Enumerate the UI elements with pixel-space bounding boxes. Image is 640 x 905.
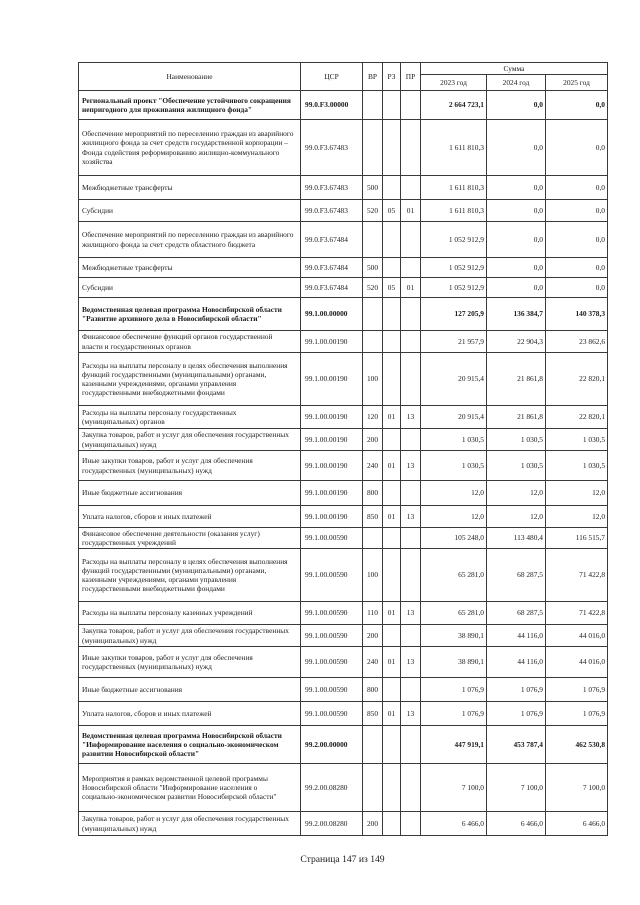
header-year-2025: 2025 год — [546, 75, 608, 91]
cell-name: Иные бюджетные ассигнования — [79, 678, 301, 702]
cell-name: Мероприятия в рамках ведомственной целевой программы Новосибирской области "Информирование населения о социально-экономическом развитии Новосибирской области" — [79, 764, 301, 812]
table-row — [79, 353, 608, 406]
header-csr: ЦСР — [301, 63, 363, 91]
cell-pr — [401, 549, 421, 602]
cell-csr: 99.1.00.00190 — [301, 451, 363, 481]
cell-pr: 13 — [401, 406, 421, 429]
cell-sum-2025: 44 016,0 — [546, 647, 608, 678]
cell-rz — [383, 812, 401, 836]
cell-csr: 99.1.00.00590 — [301, 528, 363, 549]
cell-rz: 05 — [383, 200, 401, 222]
cell-sum-2025: 140 378,3 — [546, 298, 608, 331]
cell-pr: 13 — [401, 451, 421, 481]
cell-rz — [383, 549, 401, 602]
cell-sum-2024: 6 466,0 — [487, 812, 546, 836]
cell-name: Закупка товаров, работ и услуг для обеспечения государственных (муниципальных) нужд — [79, 625, 301, 647]
cell-vr: 850 — [363, 506, 383, 528]
cell-csr: 99.1.00.00590 — [301, 602, 363, 625]
cell-sum-2025: 12,0 — [546, 506, 608, 528]
cell-sum-2025: 1 076,9 — [546, 702, 608, 726]
table-row — [79, 451, 608, 481]
cell-sum-2024: 68 287,5 — [487, 549, 546, 602]
cell-sum-2023: 447 919,1 — [421, 726, 487, 764]
cell-sum-2024: 1 076,9 — [487, 702, 546, 726]
cell-sum-2023: 1 052 912,9 — [421, 222, 487, 258]
cell-pr — [401, 120, 421, 176]
cell-pr — [401, 222, 421, 258]
cell-csr: 99.2.00.08280 — [301, 764, 363, 812]
cell-vr: 850 — [363, 702, 383, 726]
cell-sum-2024: 12,0 — [487, 506, 546, 528]
cell-vr: 100 — [363, 549, 383, 602]
cell-sum-2023: 21 957,9 — [421, 331, 487, 353]
table-row — [79, 176, 608, 200]
cell-name: Региональный проект "Обеспечение устойчивого сокращения непригодного для проживания жилищного фонда" — [79, 91, 301, 120]
cell-sum-2025: 0,0 — [546, 91, 608, 120]
cell-sum-2023: 1 611 810,3 — [421, 120, 487, 176]
table-row — [79, 298, 608, 331]
cell-rz — [383, 222, 401, 258]
page-number: Страница 147 из 149 — [300, 854, 385, 865]
cell-pr — [401, 726, 421, 764]
cell-sum-2025: 22 820,1 — [546, 353, 608, 406]
cell-rz — [383, 298, 401, 331]
cell-sum-2025: 0,0 — [546, 200, 608, 222]
cell-sum-2024: 44 116,0 — [487, 625, 546, 647]
cell-sum-2024: 0,0 — [487, 258, 546, 278]
cell-rz: 01 — [383, 602, 401, 625]
cell-csr: 99.1.00.00190 — [301, 406, 363, 429]
cell-vr: 100 — [363, 353, 383, 406]
cell-pr — [401, 764, 421, 812]
cell-name: Субсидии — [79, 278, 301, 298]
cell-rz — [383, 331, 401, 353]
cell-pr — [401, 429, 421, 451]
cell-name: Расходы на выплаты персоналу в целях обеспечения выполнения функций государственными (муниципальными) органами, казенными учреждениями, органами управления государственными внебюджетными фондами — [79, 549, 301, 602]
cell-sum-2023: 105 248,0 — [421, 528, 487, 549]
cell-rz: 01 — [383, 506, 401, 528]
cell-sum-2023: 1 030,5 — [421, 429, 487, 451]
cell-name: Расходы на выплаты персоналу в целях обеспечения выполнения функций государственными (муниципальными) органами, казенными учреждениями, органами управления государственными внебюджетными фондами — [79, 353, 301, 406]
cell-sum-2023: 6 466,0 — [421, 812, 487, 836]
cell-sum-2023: 20 915,4 — [421, 353, 487, 406]
cell-rz: 01 — [383, 451, 401, 481]
cell-sum-2023: 2 664 723,1 — [421, 91, 487, 120]
cell-name: Финансовое обеспечение функций органов государственной власти и государственных органов — [79, 331, 301, 353]
header-sum: Сумма — [421, 63, 608, 75]
table-header — [79, 63, 608, 91]
cell-rz — [383, 91, 401, 120]
cell-pr: 13 — [401, 602, 421, 625]
table-row — [79, 647, 608, 678]
cell-vr — [363, 726, 383, 764]
cell-sum-2023: 1 076,9 — [421, 678, 487, 702]
cell-name: Обеспечение мероприятий по переселению граждан из аварийного жилищного фонда за счет средств государственной корпорации – Фонда содействия реформированию жилищно-коммунального хозяйства — [79, 120, 301, 176]
cell-csr: 99.0.F3.00000 — [301, 91, 363, 120]
cell-sum-2023: 7 100,0 — [421, 764, 487, 812]
cell-sum-2025: 0,0 — [546, 278, 608, 298]
cell-sum-2025: 6 466,0 — [546, 812, 608, 836]
cell-pr — [401, 176, 421, 200]
cell-vr: 500 — [363, 258, 383, 278]
table-body — [79, 91, 608, 836]
cell-pr — [401, 678, 421, 702]
cell-name: Межбюджетные трансферты — [79, 176, 301, 200]
table-row — [79, 258, 608, 278]
cell-vr: 200 — [363, 812, 383, 836]
cell-sum-2025: 22 820,1 — [546, 406, 608, 429]
cell-csr: 99.0.F3.67483 — [301, 120, 363, 176]
cell-sum-2024: 0,0 — [487, 278, 546, 298]
cell-vr: 800 — [363, 481, 383, 506]
cell-sum-2023: 1 030,5 — [421, 451, 487, 481]
table-row — [79, 406, 608, 429]
table-row — [79, 331, 608, 353]
cell-rz — [383, 678, 401, 702]
cell-sum-2023: 1 611 810,3 — [421, 176, 487, 200]
table-row — [79, 506, 608, 528]
cell-name: Межбюджетные трансферты — [79, 258, 301, 278]
header-vr: ВР — [363, 63, 383, 91]
cell-sum-2024: 1 030,5 — [487, 429, 546, 451]
cell-sum-2023: 12,0 — [421, 506, 487, 528]
cell-name: Закупка товаров, работ и услуг для обеспечения государственных (муниципальных) нужд — [79, 429, 301, 451]
cell-vr — [363, 91, 383, 120]
cell-csr: 99.1.00.00190 — [301, 481, 363, 506]
header-year-2023: 2023 год — [421, 75, 487, 91]
cell-sum-2024: 1 030,5 — [487, 451, 546, 481]
cell-rz — [383, 120, 401, 176]
header-row-top — [79, 63, 608, 75]
cell-csr: 99.1.00.00000 — [301, 298, 363, 331]
cell-name: Ведомственная целевая программа Новосибирской области "Информирование населения о социально-экономическом развитии Новосибирской области" — [79, 726, 301, 764]
header-pr: ПР — [401, 63, 421, 91]
cell-pr: 01 — [401, 200, 421, 222]
cell-name: Ведомственная целевая программа Новосибирской области "Развитие архивного дела в Новосибирской области" — [79, 298, 301, 331]
table-row — [79, 726, 608, 764]
table-row — [79, 764, 608, 812]
cell-name: Расходы на выплаты персоналу казенных учреждений — [79, 602, 301, 625]
cell-csr: 99.1.00.00190 — [301, 429, 363, 451]
cell-vr: 520 — [363, 200, 383, 222]
cell-rz: 01 — [383, 702, 401, 726]
cell-sum-2025: 462 530,8 — [546, 726, 608, 764]
cell-pr: 13 — [401, 506, 421, 528]
cell-vr: 500 — [363, 176, 383, 200]
cell-sum-2023: 38 890,1 — [421, 647, 487, 678]
cell-sum-2023: 1 052 912,9 — [421, 258, 487, 278]
cell-rz — [383, 764, 401, 812]
cell-pr — [401, 528, 421, 549]
cell-sum-2025: 44 016,0 — [546, 625, 608, 647]
table-row — [79, 702, 608, 726]
cell-csr: 99.1.00.00590 — [301, 647, 363, 678]
cell-name: Иные закупки товаров, работ и услуг для обеспечения государственных (муниципальных) нужд — [79, 451, 301, 481]
cell-sum-2023: 1 052 912,9 — [421, 278, 487, 298]
cell-csr: 99.1.00.00190 — [301, 506, 363, 528]
table-row — [79, 429, 608, 451]
cell-name: Расходы на выплаты персоналу государственных (муниципальных) органов — [79, 406, 301, 429]
cell-sum-2025: 0,0 — [546, 258, 608, 278]
cell-sum-2024: 7 100,0 — [487, 764, 546, 812]
cell-sum-2025: 0,0 — [546, 222, 608, 258]
cell-name: Субсидии — [79, 200, 301, 222]
cell-sum-2023: 1 611 810,3 — [421, 200, 487, 222]
cell-sum-2025: 71 422,8 — [546, 602, 608, 625]
header-year-2024: 2024 год — [487, 75, 546, 91]
cell-rz — [383, 176, 401, 200]
cell-sum-2024: 21 861,8 — [487, 406, 546, 429]
cell-csr: 99.0.F3.67483 — [301, 176, 363, 200]
cell-pr — [401, 481, 421, 506]
table-row — [79, 812, 608, 836]
cell-sum-2024: 68 287,5 — [487, 602, 546, 625]
cell-sum-2024: 12,0 — [487, 481, 546, 506]
cell-rz — [383, 726, 401, 764]
cell-sum-2024: 0,0 — [487, 222, 546, 258]
cell-csr: 99.2.00.08280 — [301, 812, 363, 836]
table-row — [79, 549, 608, 602]
cell-rz — [383, 481, 401, 506]
cell-sum-2025: 0,0 — [546, 176, 608, 200]
cell-vr: 240 — [363, 647, 383, 678]
cell-vr — [363, 764, 383, 812]
cell-sum-2023: 20 915,4 — [421, 406, 487, 429]
cell-name: Обеспечение мероприятий по переселению граждан из аварийного жилищного фонда за счет средств областного бюджета — [79, 222, 301, 258]
cell-sum-2024: 0,0 — [487, 91, 546, 120]
cell-csr: 99.0.F3.67484 — [301, 258, 363, 278]
cell-sum-2024: 113 480,4 — [487, 528, 546, 549]
header-rz: РЗ — [383, 63, 401, 91]
cell-sum-2023: 127 205,9 — [421, 298, 487, 331]
cell-sum-2024: 22 904,3 — [487, 331, 546, 353]
cell-rz — [383, 429, 401, 451]
cell-sum-2023: 12,0 — [421, 481, 487, 506]
table-row — [79, 120, 608, 176]
cell-sum-2023: 65 281,0 — [421, 549, 487, 602]
cell-sum-2024: 136 384,7 — [487, 298, 546, 331]
cell-vr — [363, 528, 383, 549]
budget-table — [78, 62, 608, 836]
table-row — [79, 528, 608, 549]
cell-csr: 99.0.F3.67483 — [301, 200, 363, 222]
cell-vr: 520 — [363, 278, 383, 298]
table-row — [79, 222, 608, 258]
cell-pr: 01 — [401, 278, 421, 298]
cell-vr: 240 — [363, 451, 383, 481]
cell-rz: 05 — [383, 278, 401, 298]
cell-rz — [383, 528, 401, 549]
cell-vr: 120 — [363, 406, 383, 429]
cell-csr: 99.1.00.00590 — [301, 702, 363, 726]
cell-pr — [401, 625, 421, 647]
cell-sum-2025: 23 862,6 — [546, 331, 608, 353]
table-row — [79, 200, 608, 222]
cell-sum-2025: 71 422,8 — [546, 549, 608, 602]
cell-sum-2025: 1 076,9 — [546, 678, 608, 702]
cell-name: Финансовое обеспечение деятельности (оказания услуг) государственных учреждений — [79, 528, 301, 549]
cell-pr — [401, 258, 421, 278]
cell-vr: 200 — [363, 625, 383, 647]
cell-rz — [383, 353, 401, 406]
header-name: Наименование — [79, 63, 301, 91]
cell-pr — [401, 91, 421, 120]
cell-vr — [363, 298, 383, 331]
cell-rz: 01 — [383, 406, 401, 429]
cell-vr — [363, 331, 383, 353]
cell-vr: 800 — [363, 678, 383, 702]
cell-sum-2024: 21 861,8 — [487, 353, 546, 406]
cell-sum-2023: 1 076,9 — [421, 702, 487, 726]
cell-sum-2025: 7 100,0 — [546, 764, 608, 812]
cell-csr: 99.1.00.00190 — [301, 331, 363, 353]
cell-csr: 99.1.00.00590 — [301, 678, 363, 702]
cell-pr — [401, 353, 421, 406]
table-row — [79, 625, 608, 647]
cell-pr: 13 — [401, 702, 421, 726]
table-row — [79, 602, 608, 625]
table-row — [79, 481, 608, 506]
cell-vr — [363, 120, 383, 176]
table-row — [79, 678, 608, 702]
cell-vr — [363, 222, 383, 258]
cell-csr: 99.1.00.00590 — [301, 549, 363, 602]
cell-name: Уплата налогов, сборов и иных платежей — [79, 506, 301, 528]
cell-sum-2025: 12,0 — [546, 481, 608, 506]
cell-name: Закупка товаров, работ и услуг для обеспечения государственных (муниципальных) нужд — [79, 812, 301, 836]
cell-rz — [383, 258, 401, 278]
cell-sum-2023: 38 890,1 — [421, 625, 487, 647]
cell-sum-2023: 65 281,0 — [421, 602, 487, 625]
cell-vr: 110 — [363, 602, 383, 625]
cell-csr: 99.1.00.00590 — [301, 625, 363, 647]
cell-name: Иные закупки товаров, работ и услуг для обеспечения государственных (муниципальных) нужд — [79, 647, 301, 678]
cell-sum-2024: 0,0 — [487, 120, 546, 176]
table-row — [79, 278, 608, 298]
cell-sum-2024: 0,0 — [487, 176, 546, 200]
cell-csr: 99.0.F3.67484 — [301, 278, 363, 298]
cell-sum-2024: 0,0 — [487, 200, 546, 222]
cell-sum-2024: 44 116,0 — [487, 647, 546, 678]
cell-pr — [401, 298, 421, 331]
table-row — [79, 91, 608, 120]
cell-pr: 13 — [401, 647, 421, 678]
cell-sum-2025: 1 030,5 — [546, 429, 608, 451]
cell-pr — [401, 331, 421, 353]
cell-pr — [401, 812, 421, 836]
cell-sum-2024: 453 787,4 — [487, 726, 546, 764]
cell-rz — [383, 625, 401, 647]
cell-sum-2025: 0,0 — [546, 120, 608, 176]
cell-sum-2025: 116 515,7 — [546, 528, 608, 549]
cell-name: Иные бюджетные ассигнования — [79, 481, 301, 506]
cell-rz: 01 — [383, 647, 401, 678]
cell-csr: 99.2.00.00000 — [301, 726, 363, 764]
cell-vr: 200 — [363, 429, 383, 451]
cell-sum-2025: 1 030,5 — [546, 451, 608, 481]
cell-name: Уплата налогов, сборов и иных платежей — [79, 702, 301, 726]
cell-sum-2024: 1 076,9 — [487, 678, 546, 702]
cell-csr: 99.1.00.00190 — [301, 353, 363, 406]
cell-csr: 99.0.F3.67484 — [301, 222, 363, 258]
